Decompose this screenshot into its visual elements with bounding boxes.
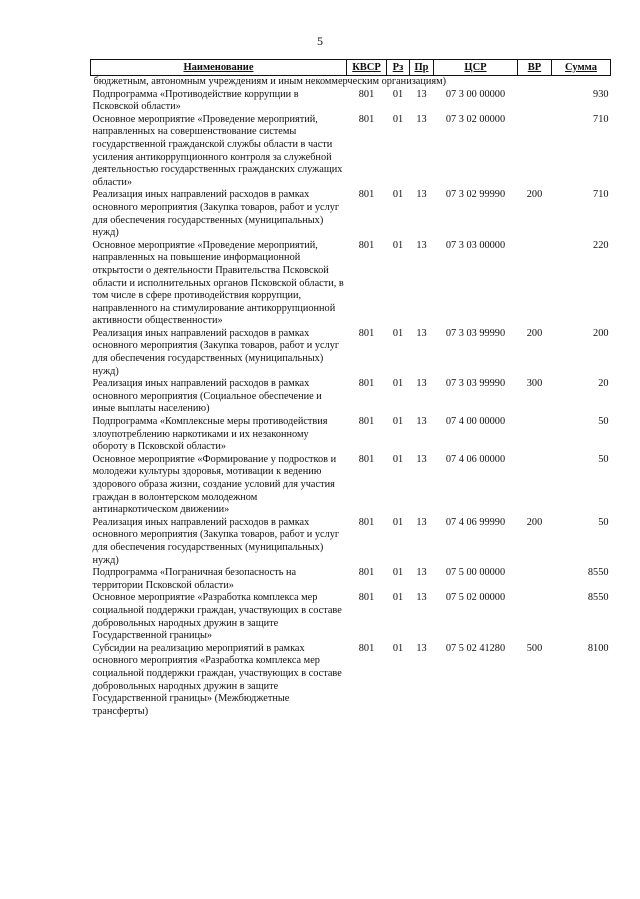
row-rz: 01: [392, 642, 404, 654]
row-csr: 07 3 03 99990: [445, 378, 506, 390]
row-vr: 300: [526, 378, 543, 390]
table-row: [91, 328, 611, 378]
row-vr: 500: [526, 642, 543, 654]
row-vr: [518, 416, 552, 454]
row-kvsr: 801: [358, 642, 375, 654]
row-sum: 710: [593, 189, 609, 201]
row-name: Реализация иных направлений расходов в рамках основного мероприятия (Закупка товаров, работ и услуг для обеспечения государственных (муниципальных) нужд): [92, 516, 340, 566]
row-name: Реализация иных направлений расходов в рамках основного мероприятия (Закупка товаров, работ и услуг для обеспечения государственных (муниципальных) нужд): [92, 189, 340, 239]
row-csr: 07 3 02 00000: [445, 113, 506, 125]
row-csr: 07 3 02 99990: [445, 189, 506, 201]
table-row: [91, 89, 611, 114]
row-sum: 930: [593, 88, 609, 100]
col-header-pr: Пр: [410, 60, 434, 76]
row-vr: [518, 89, 552, 114]
row-name: Основное мероприятие «Проведение мероприятий, направленных на повышение информационной открытости о деятельности Правительства Псковской области и исполнительных органов Псковской области, в том числе в сфере противодействия коррупции, направленного на стимулирование антикоррупционной активности общественности»: [92, 239, 344, 327]
col-header-rz: Рз: [387, 60, 410, 76]
row-vr: [518, 240, 552, 328]
table-row: [91, 454, 611, 517]
row-name: Реализация иных направлений расходов в рамках основного мероприятия (Закупка товаров, работ и услуг для обеспечения государственных (муниципальных) нужд): [92, 327, 340, 377]
row-csr: 07 5 02 00000: [445, 592, 506, 604]
row-rz: 01: [392, 239, 404, 251]
row-kvsr: 801: [358, 416, 375, 428]
row-pr: 13: [416, 239, 427, 251]
row-pr: 13: [416, 327, 427, 339]
row-sum: 50: [598, 416, 609, 428]
row-sum: 8100: [587, 642, 609, 654]
row-pr: 13: [416, 567, 427, 579]
row-name: Основное мероприятие «Проведение мероприятий, направленных на совершенствование системы государственной гражданской службы области в части усиления антикоррупционного контроля за служебной деятельностью государственных гражданских служащих области»: [92, 113, 343, 188]
table-row: [91, 378, 611, 416]
row-sum: 50: [598, 516, 609, 528]
row-kvsr: 801: [358, 567, 375, 579]
row-rz: 01: [392, 327, 404, 339]
row-rz: 01: [392, 416, 404, 428]
row-csr: 07 3 00 00000: [445, 88, 506, 100]
row-csr: 07 5 02 41280: [445, 642, 506, 654]
row-rz: 01: [392, 453, 404, 465]
col-header-csr: ЦСР: [434, 60, 518, 76]
row-vr: [518, 454, 552, 517]
continuation-row: [91, 76, 611, 89]
row-kvsr: 801: [358, 189, 375, 201]
row-name: Подпрограмма «Комплексные меры противодействия злоупотреблению наркотиками и их незаконному обороту в Псковской области»: [92, 416, 328, 453]
row-csr: 07 3 03 99990: [445, 327, 506, 339]
row-sum: 50: [598, 453, 609, 465]
row-rz: 01: [392, 189, 404, 201]
row-pr: 13: [416, 516, 427, 528]
row-sum: 710: [593, 113, 609, 125]
row-vr: [518, 592, 552, 642]
row-sum: 200: [593, 327, 609, 339]
row-name: Субсидии на реализацию мероприятий в рамках основного мероприятия «Разработка комплекса мер социальной поддержки граждан, участвующих в составе добровольных народных дружин в защите Государственной границы» (Межбюджетные трансферты): [92, 642, 342, 717]
col-header-kvsr: КВСР: [347, 60, 387, 76]
page-number: 5: [317, 34, 323, 48]
row-rz: 01: [392, 516, 404, 528]
row-pr: 13: [416, 642, 427, 654]
row-kvsr: 801: [358, 592, 375, 604]
row-kvsr: 801: [358, 327, 375, 339]
row-name: Основное мероприятие «Формирование у подростков и молодежи культуры здоровья, мотивации к ведению здорового образа жизни, создание условий для участия граждан в волонтерском молодежном антинаркотическом движении»: [92, 453, 337, 516]
row-pr: 13: [416, 189, 427, 201]
row-kvsr: 801: [358, 453, 375, 465]
row-name: Подпрограмма «Противодействие коррупции в Псковской области»: [92, 88, 299, 113]
budget-table: [90, 59, 611, 718]
row-kvsr: 801: [358, 88, 375, 100]
table-row: [91, 240, 611, 328]
row-rz: 01: [392, 88, 404, 100]
row-vr: 200: [526, 516, 543, 528]
row-vr: 200: [526, 327, 543, 339]
row-csr: 07 3 03 00000: [445, 239, 506, 251]
table-row: [91, 114, 611, 190]
row-csr: 07 4 00 00000: [445, 416, 506, 428]
table-row: [91, 643, 611, 719]
row-csr: 07 4 06 99990: [445, 516, 506, 528]
col-header-name: Наименование: [91, 60, 347, 76]
row-kvsr: 801: [358, 516, 375, 528]
row-pr: 13: [416, 113, 427, 125]
row-csr: 07 4 06 00000: [445, 453, 506, 465]
row-csr: 07 5 00 00000: [445, 567, 506, 579]
row-rz: 01: [392, 567, 404, 579]
row-sum: 20: [598, 378, 609, 390]
row-pr: 13: [416, 416, 427, 428]
row-vr: [518, 114, 552, 190]
row-rz: 01: [392, 592, 404, 604]
row-pr: 13: [416, 592, 427, 604]
table-row: [91, 567, 611, 592]
row-name: Реализация иных направлений расходов в рамках основного мероприятия (Социальное обеспечение и иные выплаты населению): [92, 378, 322, 415]
row-vr: [518, 567, 552, 592]
row-sum: 8550: [587, 567, 609, 579]
row-kvsr: 801: [358, 239, 375, 251]
row-sum: 220: [593, 239, 609, 251]
row-kvsr: 801: [358, 113, 375, 125]
row-pr: 13: [416, 453, 427, 465]
row-rz: 01: [392, 378, 404, 390]
continuation-text: бюджетным, автономным учреждениям и иным некоммерческим организациям): [93, 76, 447, 87]
row-pr: 13: [416, 378, 427, 390]
row-rz: 01: [392, 113, 404, 125]
row-vr: 200: [526, 189, 543, 201]
col-header-sum: Сумма: [552, 60, 611, 76]
table-row: [91, 416, 611, 454]
header-row: [91, 60, 611, 76]
row-name: Основное мероприятие «Разработка комплекса мер социальной поддержки граждан, участвующих в составе добровольных народных дружин в защите Государственной границы»: [92, 592, 342, 642]
row-kvsr: 801: [358, 378, 375, 390]
row-sum: 8550: [587, 592, 609, 604]
row-name: Подпрограмма «Пограничная безопасность на территории Псковской области»: [92, 567, 297, 591]
col-header-vr: ВР: [518, 60, 552, 76]
table-row: [91, 592, 611, 642]
table-row: [91, 517, 611, 567]
row-pr: 13: [416, 88, 427, 100]
table-row: [91, 189, 611, 239]
